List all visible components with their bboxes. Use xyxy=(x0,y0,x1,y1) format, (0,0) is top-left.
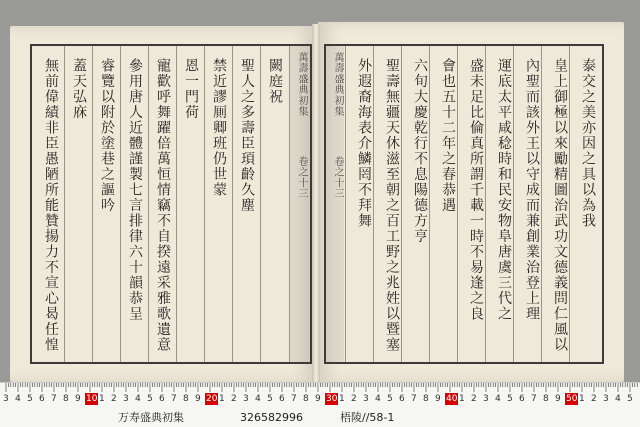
ruler-number: 40 xyxy=(446,394,458,404)
ruler-number: 5 xyxy=(507,394,513,404)
caption-id: 326582996 xyxy=(240,411,303,424)
text-column: 六旬大慶乾行不息陽德方亨 xyxy=(412,58,428,244)
ruler-number: 9 xyxy=(315,394,321,404)
text-column: 泰交之美亦因之具以為我 xyxy=(580,58,596,229)
ruler-number: 5 xyxy=(627,394,633,404)
ruler-number: 5 xyxy=(147,394,153,404)
ruler-number: 5 xyxy=(27,394,33,404)
ruler-number: 3 xyxy=(243,394,249,404)
column-rule xyxy=(513,46,514,362)
ruler-number: 6 xyxy=(399,394,405,404)
ruler-number: 8 xyxy=(303,394,309,404)
ruler-number: 1 xyxy=(579,394,585,404)
ruler-number: 6 xyxy=(279,394,285,404)
ruler-number: 3 xyxy=(603,394,609,404)
caption-call-number: 梧陵//58-1 xyxy=(340,411,395,424)
column-rule xyxy=(204,46,205,362)
column-rule xyxy=(457,46,458,362)
column-rule xyxy=(345,46,346,362)
column-rule xyxy=(373,46,374,362)
ruler-number: 2 xyxy=(111,394,117,404)
ruler-ticks xyxy=(0,383,640,393)
ruler-number: 2 xyxy=(591,394,597,404)
ruler-number: 1 xyxy=(339,394,345,404)
text-column: 皇上御極以來勵精圖治武功文德義問仁風以 xyxy=(552,58,568,353)
text-column: 睿覽以附於塗巷之謳吟 xyxy=(99,58,115,213)
ruler-number: 8 xyxy=(63,394,69,404)
text-column: 無前偉績非臣愚陋所能贊揚力不宣心曷任惶 xyxy=(43,58,59,353)
ruler-number: 1 xyxy=(459,394,465,404)
ruler-number: 3 xyxy=(483,394,489,404)
text-column: 闕庭祝 xyxy=(267,58,283,105)
text-column: 聖人之多壽臣頊齡久塵 xyxy=(239,58,255,213)
text-column: 運底太平咸稔時和民安物阜唐虞三代之 xyxy=(496,58,512,322)
ruler-number: 2 xyxy=(231,394,237,404)
ruler-number: 5 xyxy=(387,394,393,404)
text-column: 寵歡呼舞躍倍萬恒情竊不自揆遠采雅歌遺意 xyxy=(155,58,171,353)
ruler-number: 4 xyxy=(375,394,381,404)
text-column: 參用唐人近體謹製七言排律六十韻恭呈 xyxy=(127,58,143,322)
column-rule xyxy=(429,46,430,362)
column-rule xyxy=(176,46,177,362)
ruler-number: 1 xyxy=(219,394,225,404)
column-rule xyxy=(64,46,65,362)
text-column: 恩一門荷 xyxy=(183,58,199,120)
ruler-number: 7 xyxy=(411,394,417,404)
ruler-number: 4 xyxy=(135,394,141,404)
catalog-caption xyxy=(0,409,640,427)
ruler-number: 9 xyxy=(75,394,81,404)
ruler-number: 4 xyxy=(495,394,501,404)
ruler-number: 7 xyxy=(171,394,177,404)
ruler-number: 8 xyxy=(543,394,549,404)
ruler-number: 6 xyxy=(159,394,165,404)
right-text-frame xyxy=(324,44,604,364)
ruler-number: 3 xyxy=(123,394,129,404)
ruler-number: 8 xyxy=(423,394,429,404)
text-column: 盛未足比倫真所謂千載一時不易逢之良 xyxy=(468,58,484,322)
ruler-number: 6 xyxy=(519,394,525,404)
ruler-number: 30 xyxy=(326,394,338,404)
column-rule xyxy=(148,46,149,362)
ruler-numbers xyxy=(0,393,640,407)
left-volume-label: 卷之十三 xyxy=(296,156,307,200)
ruler-number: 4 xyxy=(615,394,621,404)
text-column: 外遐裔海表介鱗罔不拜舞 xyxy=(356,58,372,229)
ruler-number: 50 xyxy=(566,394,578,404)
left-text-frame xyxy=(30,44,312,364)
column-rule xyxy=(260,46,261,362)
ruler-number: 2 xyxy=(471,394,477,404)
ruler-number: 9 xyxy=(555,394,561,404)
column-rule xyxy=(232,46,233,362)
ruler-number: 7 xyxy=(531,394,537,404)
text-column: 聖壽無疆天休滋至朝之百工野之兆姓以暨塞 xyxy=(384,58,400,353)
ruler-number: 3 xyxy=(3,394,9,404)
ruler-number: 7 xyxy=(51,394,57,404)
column-rule xyxy=(120,46,121,362)
column-rule xyxy=(92,46,93,362)
ruler-number: 20 xyxy=(206,394,218,404)
caption-title: 万寿盛典初集 xyxy=(118,411,184,424)
text-column: 內聖而該外王以守成而兼創業治登上理 xyxy=(524,58,540,322)
ruler-number: 6 xyxy=(39,394,45,404)
column-rule xyxy=(289,46,290,362)
column-rule xyxy=(541,46,542,362)
right-side-title: 萬壽盛典初集 xyxy=(332,52,343,117)
ruler-number: 9 xyxy=(195,394,201,404)
ruler-number: 10 xyxy=(86,394,98,404)
ruler-number: 1 xyxy=(99,394,105,404)
ruler-number: 7 xyxy=(291,394,297,404)
ruler-number: 9 xyxy=(435,394,441,404)
text-column: 蓋天弘庥 xyxy=(71,58,87,120)
ruler-number: 4 xyxy=(15,394,21,404)
measuring-ruler xyxy=(0,382,640,410)
ruler-number: 2 xyxy=(351,394,357,404)
ruler-number: 4 xyxy=(255,394,261,404)
column-rule xyxy=(569,46,570,362)
ruler-number: 8 xyxy=(183,394,189,404)
text-column: 會也五十二年之春恭遇 xyxy=(440,58,456,213)
ruler-number: 3 xyxy=(363,394,369,404)
text-column: 禁近謬厠卿班仍世蒙 xyxy=(211,58,227,198)
left-side-title: 萬壽盛典初集 xyxy=(296,52,307,117)
ruler-number: 5 xyxy=(267,394,273,404)
right-volume-label: 卷之十三 xyxy=(332,156,343,200)
column-rule xyxy=(485,46,486,362)
book-gutter xyxy=(312,24,320,382)
column-rule xyxy=(401,46,402,362)
